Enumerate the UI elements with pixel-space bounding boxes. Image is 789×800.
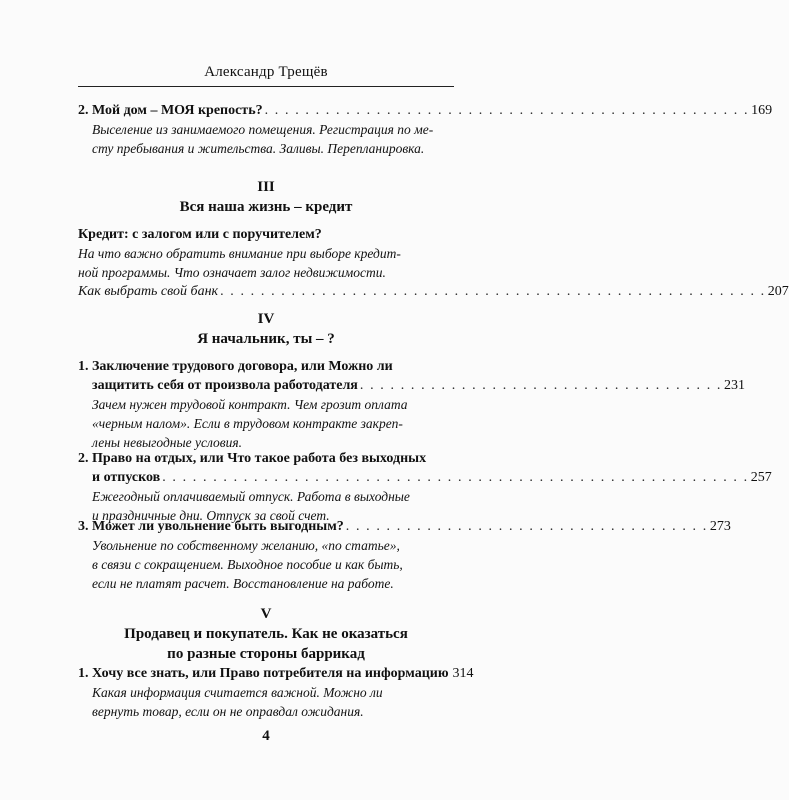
section-title: Я начальник, ты – ? <box>197 331 335 347</box>
leader-dots: . . . . . . . . . . . . . . . . . . . . . . . . . . . . . . . . . . . . . . . . . . . . . . . . . . . . . . <box>220 284 766 299</box>
entry-desc-line: лены невыгодные условия. <box>92 435 243 450</box>
running-header-author: Александр Трещёв <box>204 64 328 80</box>
entry-title: Заключение трудового договора, или Можно ли <box>92 359 393 374</box>
header-rule <box>78 86 454 87</box>
leader-dots: . . . . . . . . . . . . . . . . . . . . . . . . . . . . . . . . . . . . . . . . . . . . . . . . <box>264 103 750 118</box>
section-roman: III <box>257 179 275 195</box>
section-title: Продавец и покупатель. Как не оказаться <box>124 626 408 642</box>
entry-desc-line: «черным налом». Если в трудовом контракте закреп- <box>92 416 403 431</box>
toc-entry-trudovoi-dogovor <box>78 357 745 452</box>
entry-desc-line: Зачем нужен трудовой контракт. Чем грозит оплата <box>92 397 408 412</box>
entry-desc-line: если не платят расчет. Восстановление на работе. <box>92 576 394 591</box>
page-ref: 231 <box>724 378 745 393</box>
entry-title: и отпусков <box>92 470 161 485</box>
section-heading-3 <box>78 177 454 217</box>
page-ref: 257 <box>750 470 772 485</box>
entry-title: Право на отдых, или Что такое работа без выходных <box>92 451 427 466</box>
entry-title: Хочу все знать, или Право потребителя на информацию <box>92 666 449 681</box>
entry-desc-line: ной программы. Что означает залог недвижимости. <box>78 265 386 280</box>
page-number: 4 <box>262 728 270 744</box>
entry-desc-line: сту пребывания и жительства. Заливы. Перепланировка. <box>92 141 425 156</box>
entry-number: 2. <box>78 451 89 466</box>
toc-entry-khochu-vse-znat <box>78 664 474 721</box>
leader-dots: . . . . . . . . . . . . . . . . . . . . . . . . . . . . . . . . . . . . . . . . . . . . . . . . . . . . . . . . . . <box>162 470 749 485</box>
entry-desc-line: На что важно обратить внимание при выборе кредит- <box>78 246 401 261</box>
entry-number: 1. <box>78 666 89 681</box>
entry-title: Мой дом – МОЯ крепость? <box>92 103 263 118</box>
entry-desc-line: вернуть товар, если он не оправдал ожидания. <box>92 704 364 719</box>
section-heading-4 <box>78 309 454 349</box>
entry-desc-line: в связи с сокращением. Выходное пособие и как быть, <box>92 557 403 572</box>
toc-entry-uvolnenie <box>78 517 731 593</box>
section-roman: IV <box>257 311 275 327</box>
entry-number: 2. <box>78 103 89 118</box>
page-ref: 314 <box>452 666 474 681</box>
toc-entry-kredit <box>78 225 789 301</box>
entry-number: 1. <box>78 359 89 374</box>
entry-number: 3. <box>78 519 89 534</box>
leader-dots: . . . . . . . . . . . . . . . . . . . . . . . . . . . . . . . . . . . . <box>359 378 722 393</box>
entry-desc-line: Увольнение по собственному желанию, «по статье», <box>92 538 400 553</box>
section-roman: V <box>260 606 272 622</box>
entry-desc-line: и праздничные дни. Отпуск за свой счет. <box>92 508 330 523</box>
entry-desc-line: Какая информация считается важной. Можно ли <box>92 685 383 700</box>
section-heading-5 <box>78 604 454 664</box>
entry-title: защитить себя от произвола работодателя <box>92 378 358 393</box>
entry-title: Кредит: с залогом или с поручителем? <box>78 227 322 242</box>
page-ref: 273 <box>709 519 731 534</box>
page-ref: 207 <box>767 284 789 299</box>
entry-title: Может ли увольнение быть выгодным? <box>92 519 344 534</box>
entry-desc-line: Выселение из занимаемого помещения. Регистрация по ме- <box>92 122 434 137</box>
leader-dots: . . . . . . . . . . . . . . . . . . . . . . . . . . . . . . . . . . . . <box>345 519 708 534</box>
toc-entry-moi-dom <box>78 101 773 158</box>
page-ref: 169 <box>751 103 773 118</box>
entry-desc-line: Ежегодный оплачиваемый отпуск. Работа в выходные <box>92 489 410 504</box>
section-title: Вся наша жизнь – кредит <box>179 199 353 215</box>
entry-desc-line: Как выбрать свой банк <box>78 284 219 299</box>
toc-entry-pravo-na-otdykh <box>78 449 772 525</box>
section-title: по разные стороны баррикад <box>167 646 365 662</box>
toc-page <box>78 0 789 800</box>
